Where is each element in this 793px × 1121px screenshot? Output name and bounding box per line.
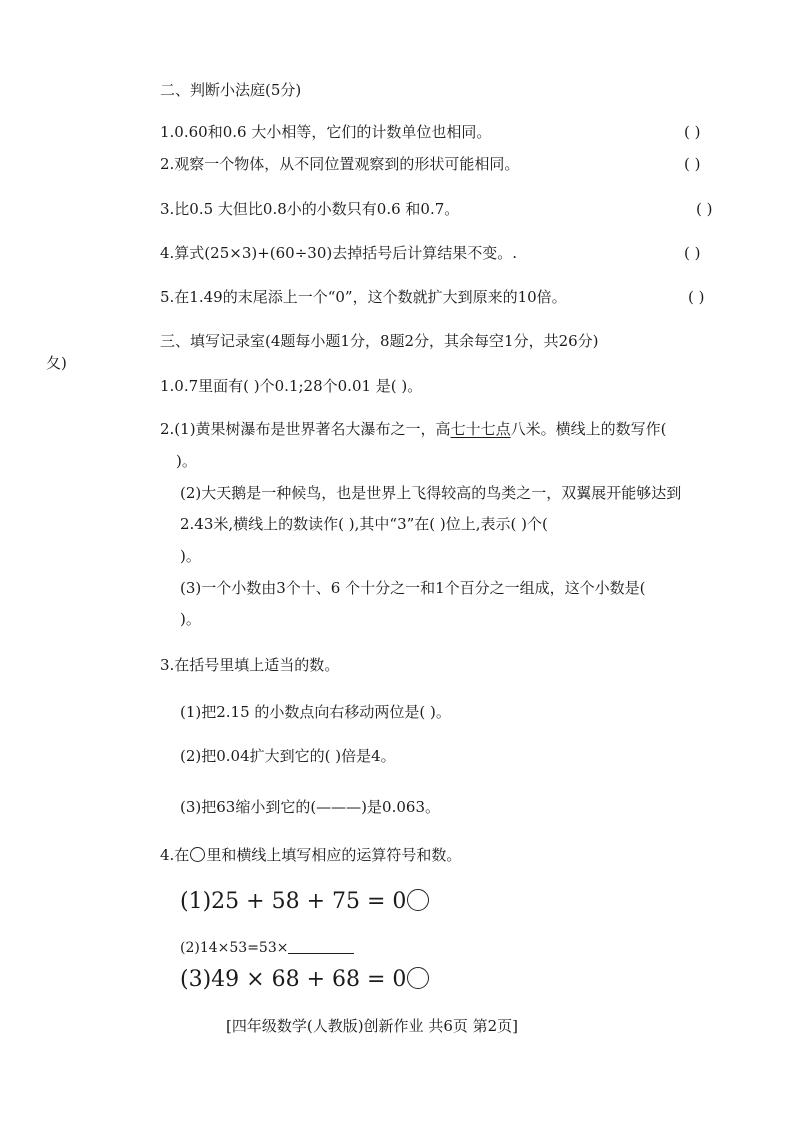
stray-mark: 夂) — [46, 354, 67, 372]
fill-q3-part1: (1)把2.15 的小数点向右移动两位是( )。 — [180, 703, 451, 721]
section3-heading: 三、填写记录室(4题每小题1分，8题2分，其余每空1分，共26分) — [160, 332, 599, 350]
judge-bracket-4[interactable]: ( ) — [684, 244, 701, 262]
judge-bracket-2[interactable]: ( ) — [684, 155, 701, 173]
fill-q4-part3 — [180, 966, 429, 994]
judge-item-5: 5.在1.49的末尾添上一个“0”，这个数就扩大到原来的10倍。 — [160, 288, 567, 306]
underlined-number-words: 七十七点 — [450, 420, 511, 438]
circle-icon — [190, 847, 205, 862]
fill-q2-part3-line1: (3)一个小数由3个十、6 个十分之一和1个百分之一组成，这个小数是( — [180, 579, 646, 597]
fill-q2-part2-cont: )。 — [180, 547, 201, 565]
page-footer: [四年级数学(人教版)创新作业 共6页 第2页] — [226, 1017, 519, 1035]
fill-q2-part3-cont: )。 — [180, 610, 201, 628]
fill-q4-part2 — [180, 938, 354, 958]
fill-q4-title-before: 4.在 — [160, 846, 190, 864]
judge-bracket-3[interactable]: ( ) — [696, 200, 713, 218]
judge-bracket-1[interactable]: ( ) — [684, 123, 701, 141]
fill-q4-title-after: 里和横线上填写相应的运算符号和数。 — [206, 846, 462, 864]
judge-item-3: 3.比0.5 大但比0.8小的小数只有0.6 和0.7。 — [160, 200, 460, 218]
judge-item-2: 2.观察一个物体，从不同位置观察到的形状可能相同。 — [160, 155, 520, 173]
judge-bracket-5[interactable]: ( ) — [688, 288, 705, 306]
fill-q4-part1-expr: (1)25 + 58 + 75 = 0 — [180, 889, 407, 914]
fill-q2-part2-line2: 2.43米,横线上的数读作( ),其中“3”在( )位上,表示( )个( — [180, 515, 548, 533]
fill-q2-part1 — [160, 419, 666, 439]
fill-q1: 1.0.7里面有( )个0.1;28个0.01 是( )。 — [160, 377, 423, 395]
fill-q2-part2-line1: (2)大天鹅是一种候鸟，也是世界上飞得较高的鸟类之一，双翼展开能够达到 — [180, 484, 682, 502]
fill-q4-part1 — [180, 888, 429, 916]
fill-q3-part2: (2)把0.04扩大到它的( )倍是4。 — [180, 747, 396, 765]
fill-q4-part2-expr: (2)14×53=53× — [180, 940, 289, 956]
fill-q2-part1-cont: )。 — [176, 452, 197, 470]
section2-heading: 二、判断小法庭(5分) — [160, 81, 302, 99]
fill-q4-part3-expr: (3)49 × 68 + 68 = 0 — [180, 967, 407, 992]
answer-blank[interactable] — [288, 939, 354, 954]
fill-q3-title: 3.在括号里填上适当的数。 — [160, 656, 340, 674]
judge-item-1: 1.0.60和0.6 大小相等，它们的计数单位也相同。 — [160, 123, 492, 141]
fill-q2-part1-before: 2.(1)黄果树瀑布是世界著名大瀑布之一，高 — [160, 420, 451, 438]
fill-q2-part1-after: 八米。横线上的数写作( — [510, 420, 667, 438]
answer-circle-3[interactable] — [407, 967, 429, 989]
fill-q4-title — [160, 845, 461, 865]
judge-item-4: 4.算式(25×3)+(60÷30)去掉括号后计算结果不变。. — [160, 244, 517, 262]
answer-circle-1[interactable] — [407, 889, 429, 911]
fill-q3-part3: (3)把63缩小到它的(———)是0.063。 — [180, 798, 440, 816]
